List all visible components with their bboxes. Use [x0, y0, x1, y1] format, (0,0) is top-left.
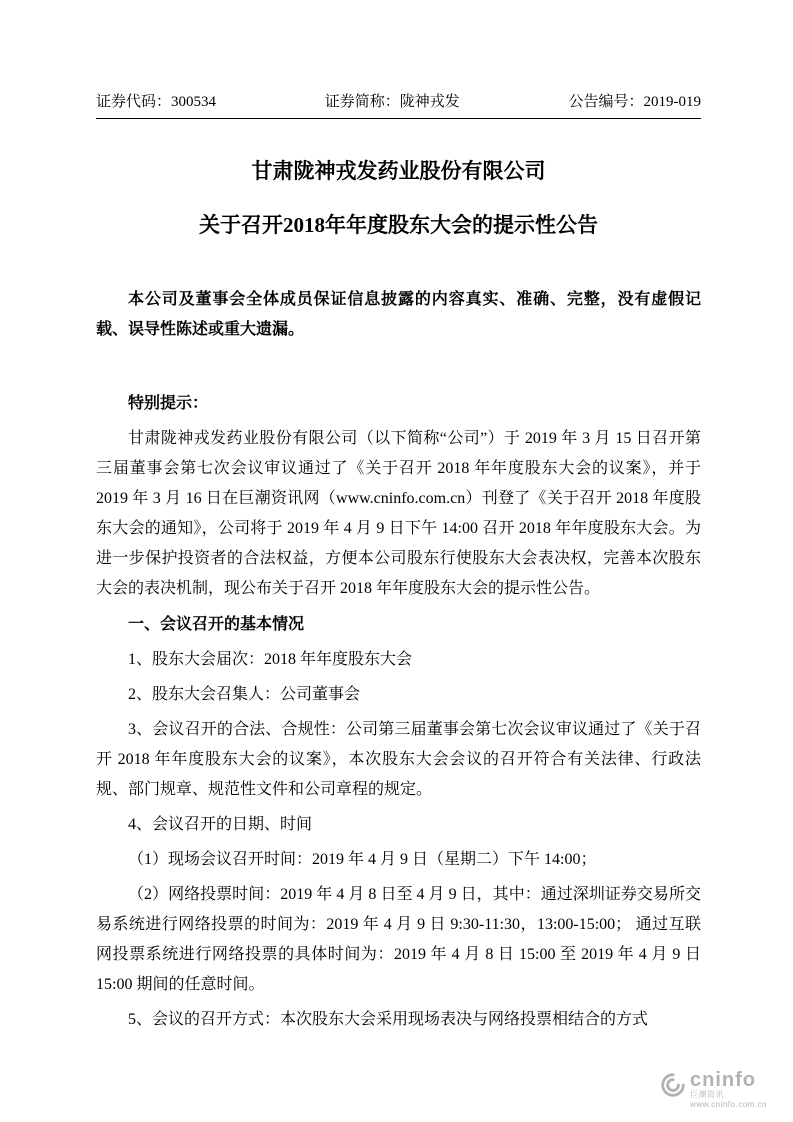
- cninfo-brand-cn: 巨潮资讯: [690, 1090, 725, 1099]
- cninfo-watermark: [660, 1070, 767, 1110]
- section1-item-5: 5、会议的召开方式：本次股东大会采用现场表决与网络投票相结合的方式: [128, 1011, 649, 1028]
- cninfo-url: www.cninfo.com.cn: [690, 1100, 767, 1109]
- section1-item-2: 2、股东大会召集人：公司董事会: [128, 686, 361, 703]
- cninfo-text-block: [690, 1070, 767, 1110]
- company-title: 甘肃陇神戎发药业股份有限公司: [251, 159, 546, 183]
- security-code: 证券代码：300534: [96, 94, 217, 110]
- cninfo-brand-text: cninfo: [690, 1069, 757, 1091]
- section1-item-1: 1、股东大会届次：2018 年年度股东大会: [128, 651, 413, 668]
- section1-item-4: 4、会议召开的日期、时间: [128, 816, 313, 833]
- truthfulness-statement: 本公司及董事会全体成员保证信息披露的内容真实、准确、完整，没有虚假记载、误导性陈述或重大遗漏。: [96, 291, 701, 338]
- section1-heading: 一、会议召开的基本情况: [128, 616, 305, 633]
- security-short-name: 证券简称：陇神戎发: [324, 94, 460, 110]
- cninfo-swirl-icon: [660, 1072, 686, 1103]
- section1-item-4-2: （2）网络投票时间：2019 年 4 月 8 日至 4 月 9 日，其中：通过深圳证券交易所交易系统进行网络投票的时间为：2019 年 4 月 9 日 9:30-11:30，13:00-15:00； 通过互联网投票系统进行网络投票的具体时间为：2019 年 4 月 8 日 15:00 至 2019 年 4 月 9 日 15:00 期间的任意时间。: [96, 886, 701, 993]
- special-notice-paragraph: 甘肃陇神戎发药业股份有限公司（以下简称“公司”）于 2019 年 3 月 15 日召开第三届董事会第七次会议审议通过了《关于召开 2018 年年度股东大会的议案》，并于 2019 年 3 月 16 日在巨潮资讯网（www.cninfo.com.cn）刊登了《关于召开 2018 年度股东大会的通知》，公司将于 2019 年 4 月 9 日下午 14:00 召开 2018 年年度股东大会。为进一步保护投资者的合法权益，方便本公司股东行使股东大会表决权，完善本次股东大会的表决机制，现公布关于召开 2018 年年度股东大会的提示性公告。: [96, 430, 701, 597]
- announcement-number: 公告编号：2019-019: [568, 94, 701, 110]
- announcement-title: 关于召开2018年年度股东大会的提示性公告: [199, 213, 598, 237]
- section1-item-4-1: （1）现场会议召开时间：2019 年 4 月 9 日（星期二）下午 14:00；: [128, 851, 597, 868]
- special-notice-heading: 特别提示：: [128, 395, 209, 412]
- document-header: [96, 90, 701, 119]
- section1-item-3: 3、会议召开的合法、合规性：公司第三届董事会第七次会议审议通过了《关于召开 2018 年年度股东大会的议案》，本次股东大会会议的召开符合有关法律、行政法规、部门规章、规范性文件和公司章程的规定。: [96, 721, 701, 798]
